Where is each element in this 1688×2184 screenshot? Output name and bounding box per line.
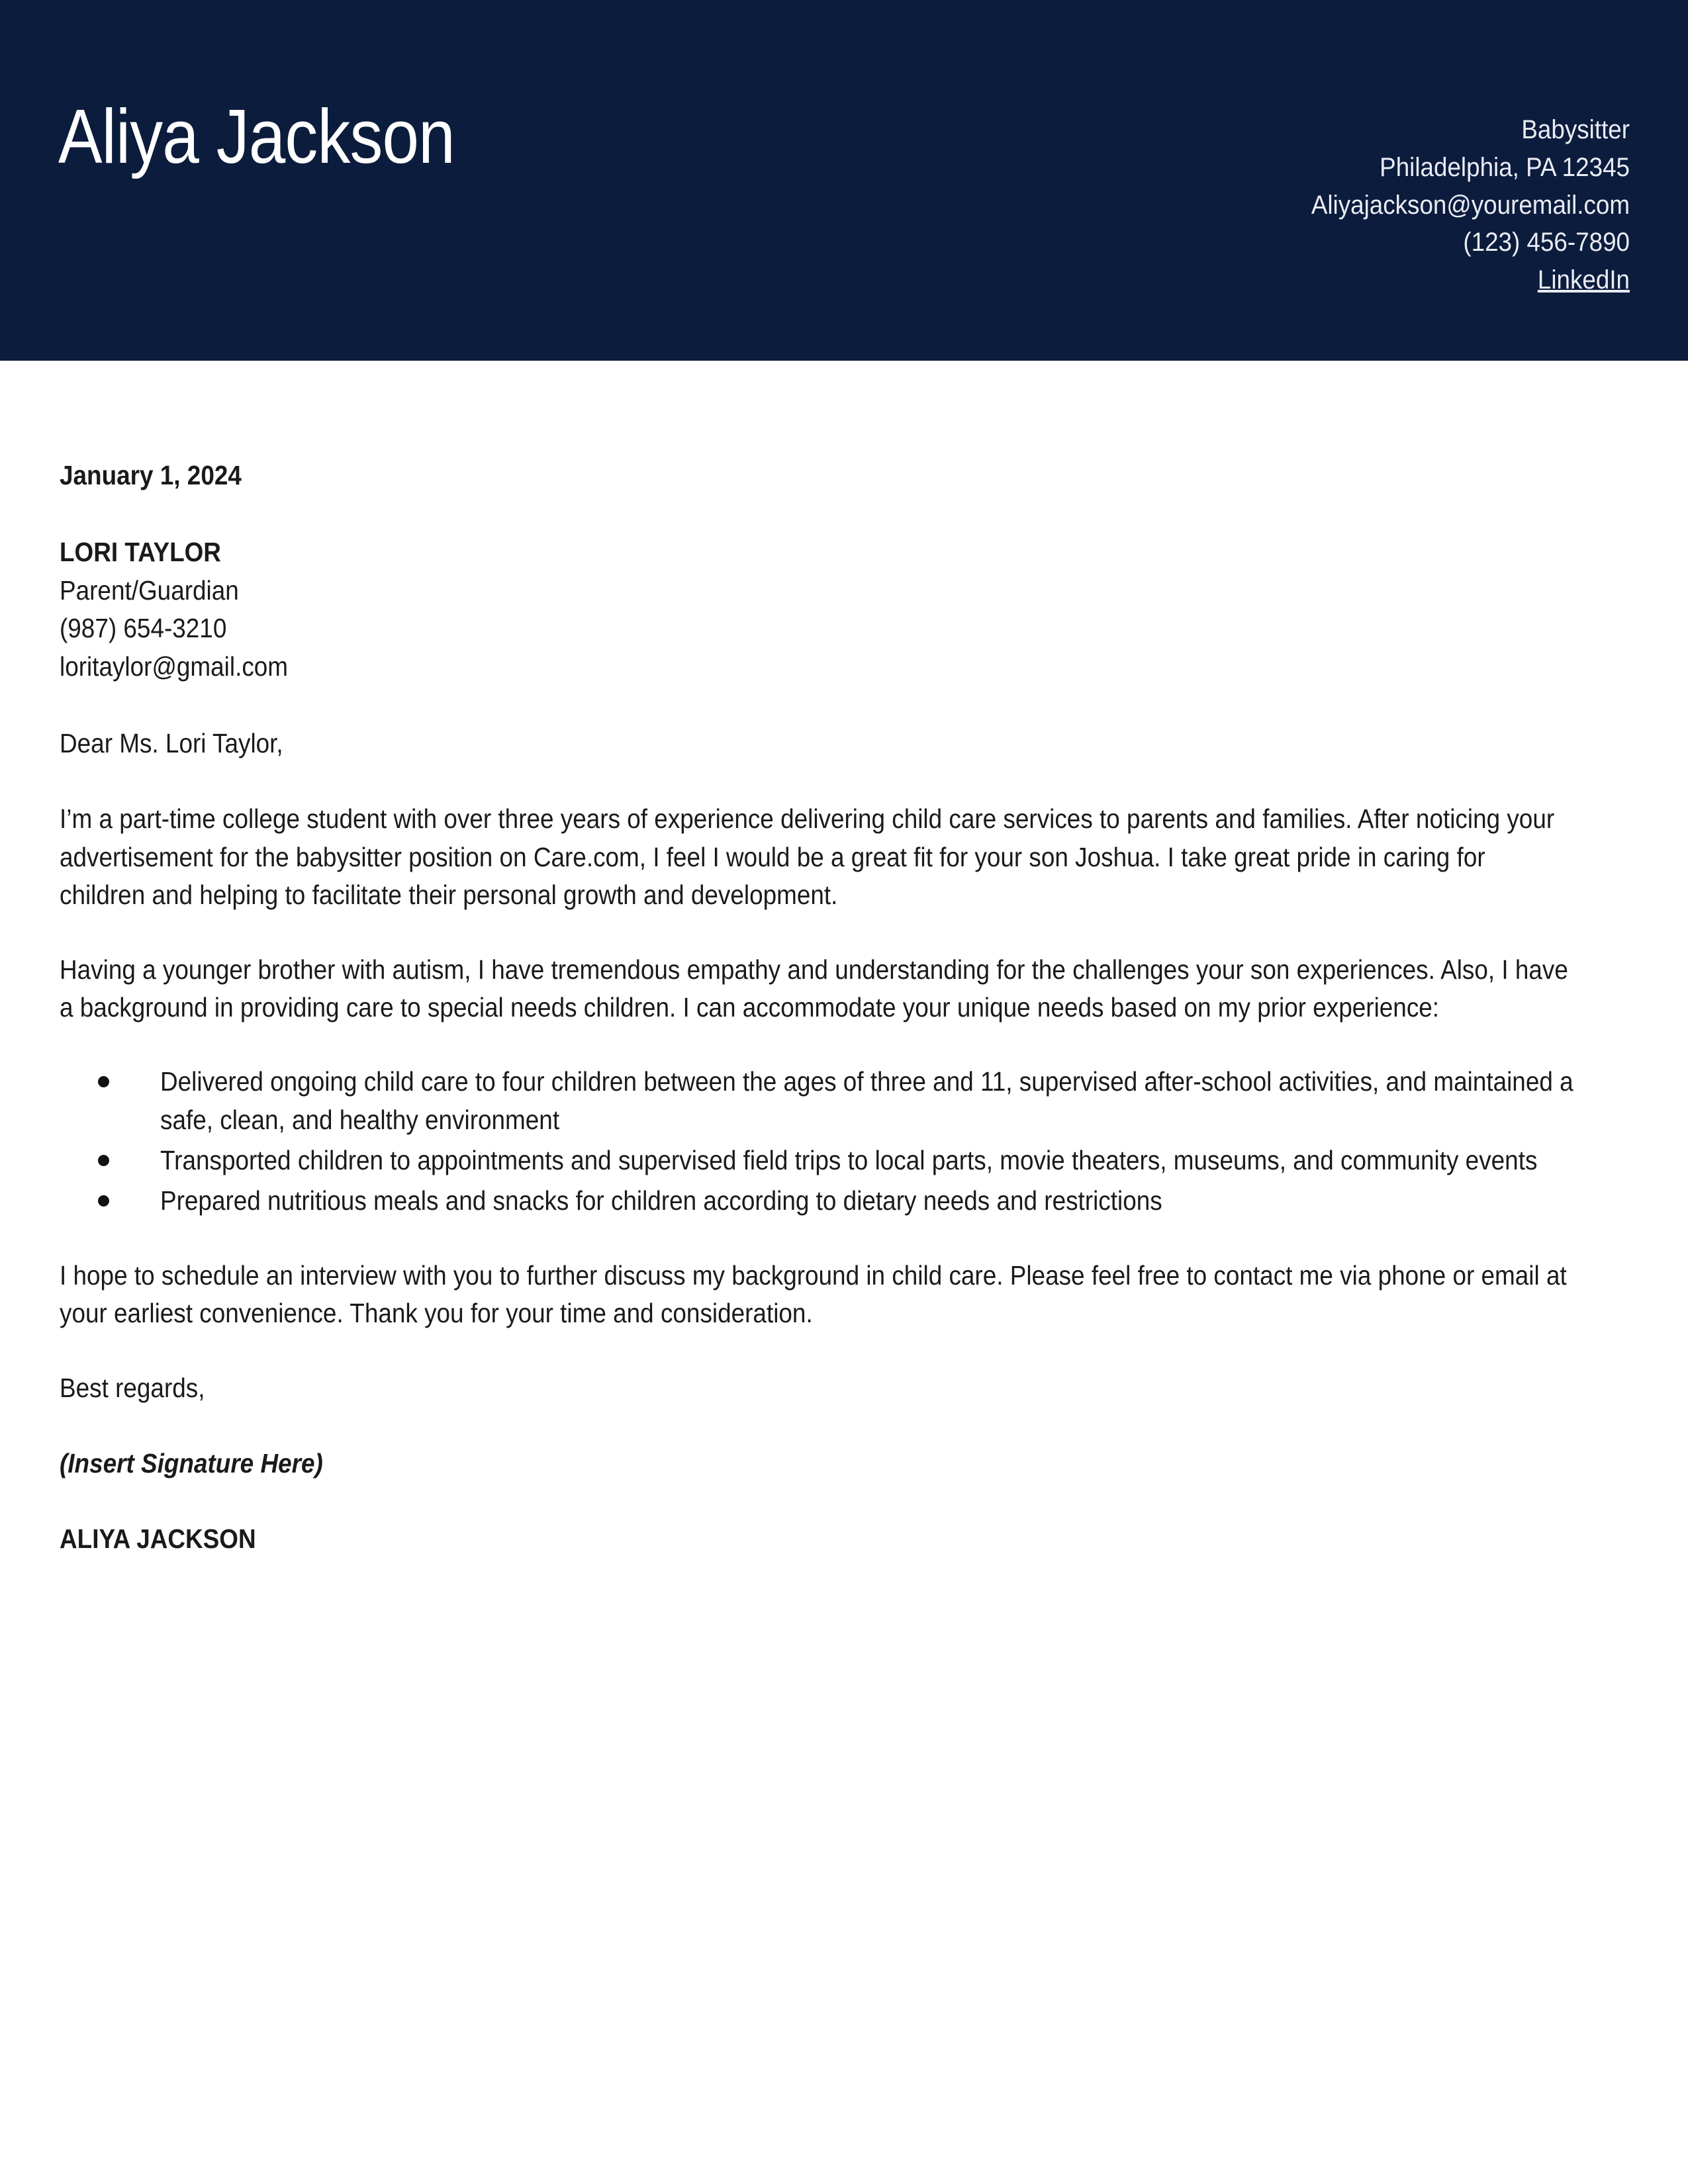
list-item	[60, 1142, 1575, 1179]
list-item	[60, 1063, 1575, 1139]
recipient-phone: (987) 654-3210	[60, 613, 227, 644]
contact-email: Aliyajackson@youremail.com	[1311, 190, 1630, 220]
body-paragraph-1-text: I’m a part-time college student with over three years of experience delivering child care services to parents and families. After noticing your advertisement for the babysitter position on Care.com, I feel I would be a great fit for your son Joshua. I take great pride in caring for children and helping to facilitate their personal growth and development.	[60, 803, 1555, 911]
bullet-dot-icon	[98, 1195, 109, 1206]
list-item-text: Delivered ongoing child care to four children between the ages of three and 11, supervised after-school activities, and maintained a safe, clean, and healthy environment	[160, 1066, 1573, 1135]
experience-bullet-list	[60, 1063, 1575, 1220]
linkedin-link[interactable]: LinkedIn	[1537, 265, 1630, 295]
body-paragraph-2	[60, 951, 1575, 1027]
sign-off-text: Best regards,	[60, 1372, 205, 1403]
list-item-text: Prepared nutritious meals and snacks for children according to dietary needs and restrictions	[160, 1185, 1162, 1216]
header-contact-block	[1311, 111, 1630, 299]
signature-placeholder	[60, 1445, 1575, 1482]
letter-header-banner	[0, 0, 1688, 361]
body-paragraph-2-text: Having a younger brother with autism, I have tremendous empathy and understanding for the challenges your son experiences. Also, I have a background in providing care to special needs children. I can accommodate your unique needs based on my prior experience:	[60, 954, 1568, 1023]
signer-name-text: ALIYA JACKSON	[60, 1524, 256, 1555]
contact-job-title: Babysitter	[1521, 115, 1630, 144]
recipient-block	[60, 533, 1575, 686]
signature-placeholder-text: (Insert Signature Here)	[60, 1448, 323, 1479]
salutation-text: Dear Ms. Lori Taylor,	[60, 727, 283, 758]
closing-paragraph-text: I hope to schedule an interview with you to further discuss my background in child care. Please feel free to contact me via phone or email at your earliest convenience. Thank you for your time and consideration.	[60, 1259, 1567, 1329]
bullet-dot-icon	[98, 1155, 109, 1166]
letter-date	[60, 457, 1575, 494]
recipient-name: LORI TAYLOR	[60, 537, 221, 568]
recipient-title: Parent/Guardian	[60, 574, 239, 606]
letter-date-text: January 1, 2024	[60, 460, 242, 490]
list-item	[60, 1182, 1575, 1220]
closing-paragraph	[60, 1257, 1575, 1333]
page-title: Aliya Jackson	[58, 93, 455, 179]
contact-location: Philadelphia, PA 12345	[1380, 152, 1630, 182]
signer-name	[60, 1520, 1575, 1558]
letter-body	[60, 457, 1575, 1559]
recipient-email: loritaylor@gmail.com	[60, 651, 289, 682]
list-item-text: Transported children to appointments and supervised field trips to local parts, movie theaters, museums, and community events	[160, 1145, 1538, 1176]
bullet-dot-icon	[98, 1076, 109, 1087]
body-paragraph-1	[60, 800, 1575, 914]
contact-phone: (123) 456-7890	[1463, 228, 1630, 257]
sign-off	[60, 1369, 1575, 1407]
salutation	[60, 725, 1575, 762]
